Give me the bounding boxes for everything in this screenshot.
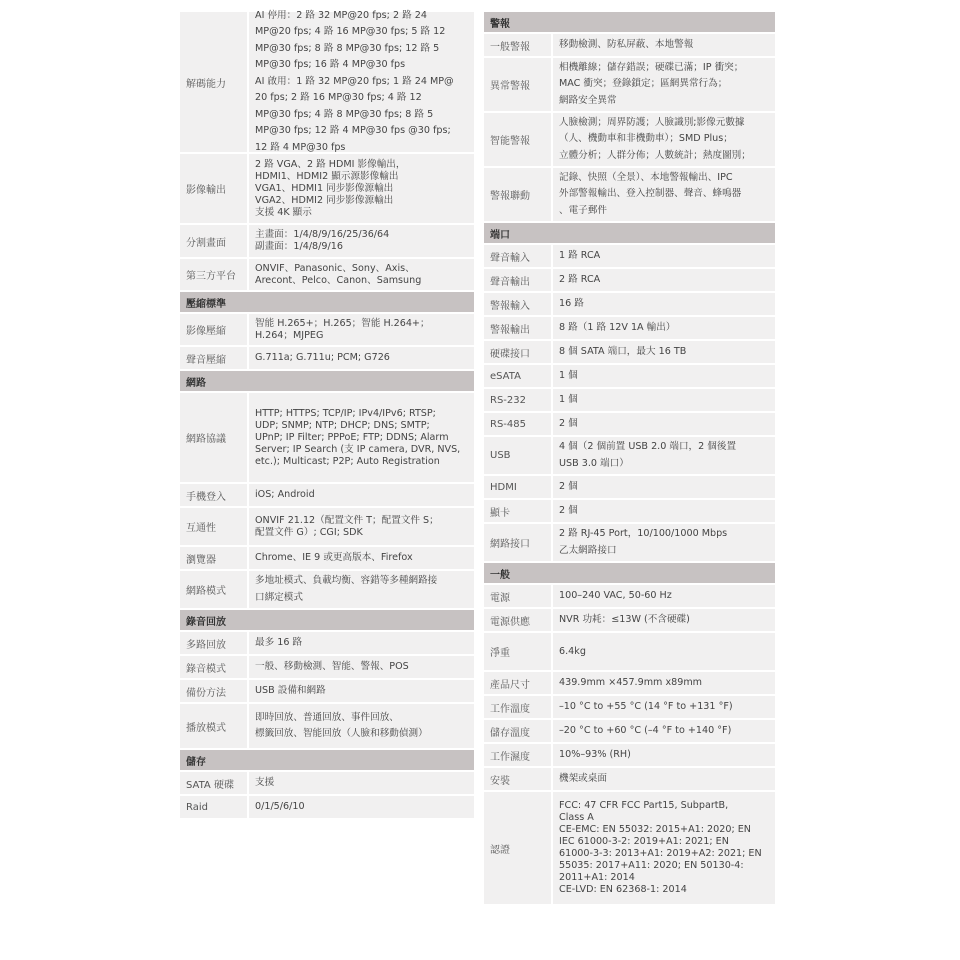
spec-label: 網路協議 — [180, 393, 247, 482]
spec-label: 播放模式 — [180, 704, 247, 748]
spec-row — [484, 58, 775, 111]
spec-value: 1 個 — [553, 365, 775, 387]
spec-label: 備份方法 — [180, 680, 247, 702]
spec-row — [180, 632, 474, 654]
spec-value: 機架或桌面 — [553, 768, 775, 790]
spec-value: 8 路（1 路 12V 1A 輸出） — [553, 317, 775, 339]
section-header-儲存: 儲存 — [180, 750, 474, 770]
spec-label: 網路接口 — [484, 524, 551, 561]
spec-label: 硬碟接口 — [484, 341, 551, 363]
spec-label: 網路模式 — [180, 571, 247, 608]
spec-column-left — [180, 9, 474, 818]
spec-column-right — [484, 12, 775, 904]
spec-row — [484, 696, 775, 718]
spec-row — [180, 772, 474, 794]
spec-value: 0/1/5/6/10 — [249, 796, 474, 818]
spec-label: 聲音輸入 — [484, 245, 551, 267]
spec-label: RS-485 — [484, 413, 551, 435]
spec-row — [180, 393, 474, 482]
spec-label: 工作溫度 — [484, 696, 551, 718]
spec-row — [484, 437, 775, 474]
spec-value: NVR 功耗：≤13W (不含硬碟) — [553, 609, 775, 631]
spec-row — [180, 484, 474, 506]
spec-value: AI 停用：2 路 32 MP@20 fps; 2 路 24 MP@20 fps; 4 路 16 MP@30 fps; 5 路 12 MP@30 fps; 8 路 8 MP@30 fps; 12 路 5 MP@30 fps; 16 路 4 MP@30 fps AI 啟用：1 路 32 MP@20 fps; 1 路 24 MP@ 20 fps; 2 路 16 MP@30 fps; 4 路 12 MP@30 fps; 4 路 8 MP@30 fps; 8 路 5 MP@30 fps; 12 路 4 MP@30 fps @30 fps; 12 路 4 MP@30 fps — [249, 12, 474, 152]
spec-row — [180, 347, 474, 369]
spec-row — [484, 34, 775, 56]
spec-value: 2 個 — [553, 500, 775, 522]
section-header-一般: 一般 — [484, 563, 775, 583]
spec-label: RS-232 — [484, 389, 551, 411]
spec-label: 多路回放 — [180, 632, 247, 654]
spec-row — [484, 113, 775, 166]
spec-value: Chrome、IE 9 或更高版本、Firefox — [249, 547, 474, 569]
spec-label: 電源 — [484, 585, 551, 607]
spec-label: 認證 — [484, 792, 551, 904]
section-header-網路: 網路 — [180, 371, 474, 391]
spec-value: 100–240 VAC, 50-60 Hz — [553, 585, 775, 607]
spec-row — [484, 476, 775, 498]
spec-row — [180, 259, 474, 290]
spec-value: 人臉檢測；周界防護；人臉識別;影像元數據 （人、機動車和非機動車）；SMD Plus； 立體分析；人群分佈；人數統計；熱度圖別； — [553, 113, 775, 166]
spec-label: HDMI — [484, 476, 551, 498]
spec-value: 相機離線；儲存錯誤；硬碟已滿；IP 衝突； MAC 衝突；登錄鎖定；區網異常行為； 網路安全異常 — [553, 58, 775, 111]
spec-row — [180, 656, 474, 678]
spec-value: –20 °C to +60 °C (–4 °F to +140 °F) — [553, 720, 775, 742]
spec-label: 電源供應 — [484, 609, 551, 631]
spec-value: 10%–93% (RH) — [553, 744, 775, 766]
spec-value: 支援 — [249, 772, 474, 794]
spec-value: 多地址模式、負載均衡、容錯等多種網路接 口綁定模式 — [249, 571, 474, 608]
spec-label: 聲音輸出 — [484, 269, 551, 291]
spec-value: 2 路 RCA — [553, 269, 775, 291]
spec-row — [484, 744, 775, 766]
spec-row — [484, 293, 775, 315]
spec-label: SATA 硬碟 — [180, 772, 247, 794]
spec-row — [484, 609, 775, 631]
spec-label: 產品尺寸 — [484, 672, 551, 694]
spec-label: 警報聯動 — [484, 168, 551, 221]
spec-value: 一般、移動檢測、智能、警報、POS — [249, 656, 474, 678]
spec-value: 移動檢測、防私屏蔽、本地警報 — [553, 34, 775, 56]
spec-value: ONVIF 21.12（配置文件 T；配置文件 S； 配置文件 G）; CGI; SDK — [249, 508, 474, 545]
spec-value: iOS; Android — [249, 484, 474, 506]
spec-label: 淨重 — [484, 633, 551, 670]
spec-label: 分割畫面 — [180, 225, 247, 257]
spec-value: 4 個（2 個前置 USB 2.0 端口，2 個後置 USB 3.0 端口） — [553, 437, 775, 474]
spec-row — [484, 633, 775, 670]
spec-value: FCC: 47 CFR FCC Part15, SubpartB, Class A CE-EMC: EN 55032: 2015+A1: 2020; EN IEC 61000-3-2: 2019+A1: 2021; EN 61000-3-3: 2013+A1: 2019+A2: 2021; EN 55035: 2017+A11: 2020; EN 50130-4: 2011+A1: 2014 CE-LVD: EN 62368-1: 2014 — [553, 792, 775, 904]
spec-row — [484, 585, 775, 607]
spec-label: 警報輸入 — [484, 293, 551, 315]
spec-value: ONVIF、Panasonic、Sony、Axis、 Arecont、Pelco、Canon、Samsung — [249, 259, 474, 290]
spec-label: 錄音模式 — [180, 656, 247, 678]
spec-label: 警報輸出 — [484, 317, 551, 339]
spec-value: 2 個 — [553, 476, 775, 498]
spec-row — [180, 225, 474, 257]
spec-value: 最多 16 路 — [249, 632, 474, 654]
spec-row — [484, 413, 775, 435]
spec-row — [484, 500, 775, 522]
spec-value: 即時回放、普通回放、事件回放、 標籤回放、智能回放（人臉和移動偵測） — [249, 704, 474, 748]
spec-value: 8 個 SATA 端口，最大 16 TB — [553, 341, 775, 363]
spec-label: 瀏覽器 — [180, 547, 247, 569]
spec-row — [180, 680, 474, 702]
spec-row — [484, 245, 775, 267]
spec-row — [180, 796, 474, 818]
spec-value: 16 路 — [553, 293, 775, 315]
spec-value: 6.4kg — [553, 633, 775, 670]
spec-row — [180, 9, 474, 153]
spec-value: USB 設備和網路 — [249, 680, 474, 702]
spec-row — [180, 547, 474, 569]
spec-value: HTTP; HTTPS; TCP/IP; IPv4/IPv6; RTSP; UDP; SNMP; NTP; DHCP; DNS; SMTP; UPnP; IP Filter; PPPoE; FTP; DDNS; Alarm Server; IP Search (支 IP camera, DVR, NVS, etc.); Multicast; P2P; Auto Registration — [249, 393, 474, 482]
spec-row — [484, 720, 775, 742]
spec-label: 異常警報 — [484, 58, 551, 111]
section-header-端口: 端口 — [484, 223, 775, 243]
spec-value: 主畫面：1/4/8/9/16/25/36/64 副畫面：1/4/8/9/16 — [249, 225, 474, 257]
spec-value: G.711a; G.711u; PCM; G726 — [249, 347, 474, 369]
spec-row — [180, 314, 474, 345]
spec-row — [484, 524, 775, 561]
spec-row — [180, 704, 474, 748]
spec-label: eSATA — [484, 365, 551, 387]
spec-label: 工作濕度 — [484, 744, 551, 766]
spec-label: 顯卡 — [484, 500, 551, 522]
section-header-錄音回放: 錄音回放 — [180, 610, 474, 630]
spec-label: 聲音壓縮 — [180, 347, 247, 369]
spec-label: 第三方平台 — [180, 259, 247, 290]
spec-label: 互通性 — [180, 508, 247, 545]
spec-row — [180, 571, 474, 608]
spec-row — [484, 168, 775, 221]
spec-label: 影像輸出 — [180, 154, 247, 223]
spec-row — [484, 365, 775, 387]
spec-label: 安裝 — [484, 768, 551, 790]
section-header-警報: 警報 — [484, 12, 775, 32]
spec-row — [484, 792, 775, 904]
spec-value: 439.9mm ×457.9mm x89mm — [553, 672, 775, 694]
spec-row — [484, 768, 775, 790]
spec-label: 手機登入 — [180, 484, 247, 506]
spec-value: 2 個 — [553, 413, 775, 435]
spec-row — [484, 341, 775, 363]
spec-value: 智能 H.265+；H.265；智能 H.264+； H.264；MJPEG — [249, 314, 474, 345]
spec-row — [484, 317, 775, 339]
spec-value: 1 路 RCA — [553, 245, 775, 267]
spec-value: 1 個 — [553, 389, 775, 411]
spec-label: 一般警報 — [484, 34, 551, 56]
spec-label: Raid — [180, 796, 247, 818]
spec-label: USB — [484, 437, 551, 474]
spec-label: 影像壓縮 — [180, 314, 247, 345]
spec-row — [180, 508, 474, 545]
section-header-壓縮標準: 壓縮標準 — [180, 292, 474, 312]
spec-value: –10 °C to +55 °C (14 °F to +131 °F) — [553, 696, 775, 718]
spec-label: 儲存溫度 — [484, 720, 551, 742]
spec-value: 2 路 VGA、2 路 HDMI 影像輸出， HDMI1、HDMI2 顯示源影像輸出 VGA1、HDMI1 同步影像源輸出 VGA2、HDMI2 同步影像源輸出 支援 4K 顯示 — [249, 154, 474, 223]
spec-value: 記錄、快照（全景）、本地警報輸出、IPC 外部警報輸出、登入控制器、聲音、蜂鳴器 、電子郵件 — [553, 168, 775, 221]
spec-label: 解碼能力 — [180, 12, 247, 152]
spec-row — [484, 269, 775, 291]
spec-row — [484, 389, 775, 411]
spec-row — [484, 672, 775, 694]
spec-label: 智能警報 — [484, 113, 551, 166]
spec-value: 2 路 RJ-45 Port，10/100/1000 Mbps 乙太網路接口 — [553, 524, 775, 561]
spec-row — [180, 154, 474, 223]
